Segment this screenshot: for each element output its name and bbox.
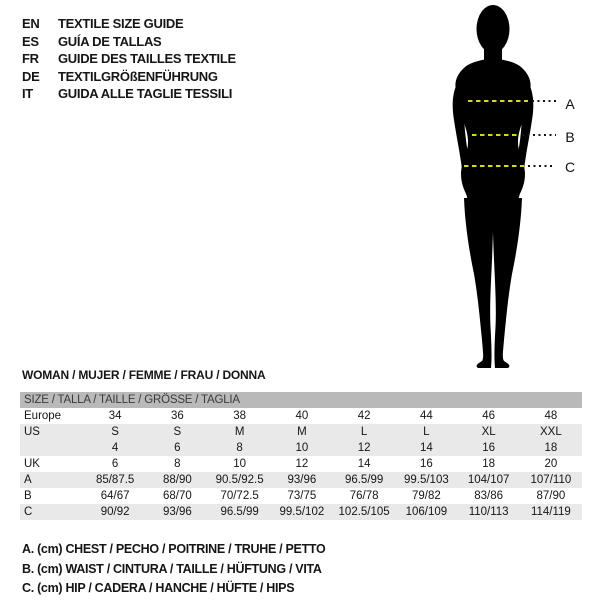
marker-label-b: B	[565, 129, 575, 145]
size-cell: 96.5/99	[344, 474, 384, 486]
size-cell: 14	[357, 458, 371, 470]
silhouette-shapes	[453, 5, 534, 368]
size-cell: 85/87.5	[95, 474, 135, 486]
size-cell: 90/92	[100, 506, 130, 518]
row-label: UK	[24, 458, 40, 470]
size-cell: 8	[236, 442, 243, 454]
table-row	[20, 424, 582, 440]
size-cell: 106/109	[405, 506, 448, 518]
size-cell: 68/70	[162, 490, 192, 502]
row-label	[20, 440, 84, 456]
size-cell: 93/96	[162, 506, 192, 518]
size-cell: 36	[170, 410, 184, 422]
size-cell: L	[360, 426, 368, 438]
size-cell: S	[111, 426, 119, 438]
size-cell: 73/75	[287, 490, 317, 502]
size-cell: 88/90	[162, 474, 192, 486]
size-cell: 96.5/99	[220, 506, 259, 518]
language-label: GUIDA ALLE TAGLIE TESSILI	[58, 86, 233, 101]
language-code: EN	[22, 16, 40, 31]
figure-area	[408, 2, 576, 372]
size-cell: 8	[174, 458, 181, 470]
table-body	[20, 408, 582, 520]
size-cell: 4	[111, 442, 119, 454]
size-cell: 114/119	[530, 506, 571, 518]
language-row-it	[22, 85, 236, 103]
size-cell: L	[423, 426, 430, 438]
size-cell: 110/113	[468, 506, 509, 518]
row-label: A	[24, 474, 32, 486]
table-row	[20, 504, 582, 520]
size-cell: 46	[482, 410, 496, 422]
size-cell: XXL	[540, 426, 562, 438]
size-cell: 34	[108, 410, 122, 422]
woman-silhouette	[408, 2, 576, 372]
marker-label-a: A	[565, 96, 575, 112]
size-cell: 44	[419, 410, 433, 422]
size-cell: 99.5/102	[279, 506, 325, 518]
language-row-es	[22, 33, 236, 51]
size-cell: S	[173, 426, 182, 438]
size-cell: 76/78	[349, 490, 379, 502]
size-cell: 14	[419, 442, 433, 454]
language-label: GUIDE DES TAILLES TEXTILE	[58, 51, 236, 66]
size-cell: XL	[481, 426, 496, 438]
size-cell: 6	[111, 458, 119, 470]
size-cell: 20	[544, 458, 558, 470]
size-cell: 40	[295, 410, 309, 422]
language-label: TEXTILE SIZE GUIDE	[58, 16, 184, 31]
size-cell: 93/96	[287, 474, 317, 486]
size-cell: 12	[295, 458, 309, 470]
size-cell: 48	[544, 410, 558, 422]
language-label: TEXTILGRÖßENFÜHRUNG	[58, 68, 218, 84]
size-cell: 102.5/105	[338, 506, 390, 518]
size-cell: 87/90	[536, 490, 566, 502]
table-header: SIZE / TALLA / TAILLE / GRÖSSE / TAGLIA	[20, 392, 582, 408]
size-cell: 10	[233, 458, 247, 470]
size-cell: M	[234, 426, 245, 438]
legend-line: A. (cm) CHEST / PECHO / POITRINE / TRUHE / PETTO	[22, 542, 326, 556]
table-row	[20, 440, 582, 456]
silhouette-left-leg	[464, 198, 494, 368]
size-cell: 70/72.5	[220, 490, 259, 502]
row-label: US	[24, 426, 40, 438]
size-cell: 16	[482, 442, 496, 454]
size-cell: 42	[357, 410, 371, 422]
size-cell: 16	[419, 458, 433, 470]
language-label: GUÍA DE TALLAS	[58, 33, 162, 49]
row-label: Europe	[24, 410, 62, 422]
size-cell: 18	[482, 458, 496, 470]
row-label: B	[24, 490, 32, 502]
size-cell: 18	[544, 442, 558, 454]
language-row-de	[22, 68, 236, 86]
size-cell: M	[297, 426, 307, 438]
legend-line: B. (cm) WAIST / CINTURA / TAILLE / HÜFTUNG / VITA	[22, 561, 322, 576]
measurement-legend	[22, 540, 325, 599]
size-cell: 64/67	[100, 490, 130, 502]
language-code: FR	[22, 51, 39, 66]
size-cell: 79/82	[411, 490, 441, 502]
table-row	[20, 472, 582, 488]
table-title: WOMAN / MUJER / FEMME / FRAU / DONNA	[22, 368, 266, 382]
silhouette-right-leg	[492, 198, 522, 368]
language-row-fr	[22, 50, 236, 68]
language-code: DE	[22, 68, 40, 84]
language-list	[22, 15, 236, 103]
size-cell: 83/86	[474, 490, 504, 502]
language-code: ES	[22, 33, 39, 49]
size-cell: 6	[174, 442, 181, 454]
size-cell: 10	[295, 442, 309, 454]
size-cell: 90.5/92.5	[215, 474, 264, 486]
language-row-en	[22, 15, 236, 33]
table-row	[20, 488, 582, 504]
size-cell: 12	[357, 442, 371, 454]
row-label: C	[24, 506, 33, 518]
size-table	[20, 392, 582, 520]
size-cell: 99.5/103	[403, 474, 449, 486]
table-row	[20, 456, 582, 472]
legend-line: C. (cm) HIP / CADERA / HANCHE / HÜFTE / HIPS	[22, 581, 295, 595]
language-code: IT	[22, 86, 33, 101]
size-cell: 107/110	[530, 474, 572, 486]
marker-label-c: C	[564, 159, 576, 175]
table-row	[20, 408, 582, 424]
size-cell: 104/107	[467, 474, 510, 486]
size-cell: 38	[233, 410, 247, 422]
